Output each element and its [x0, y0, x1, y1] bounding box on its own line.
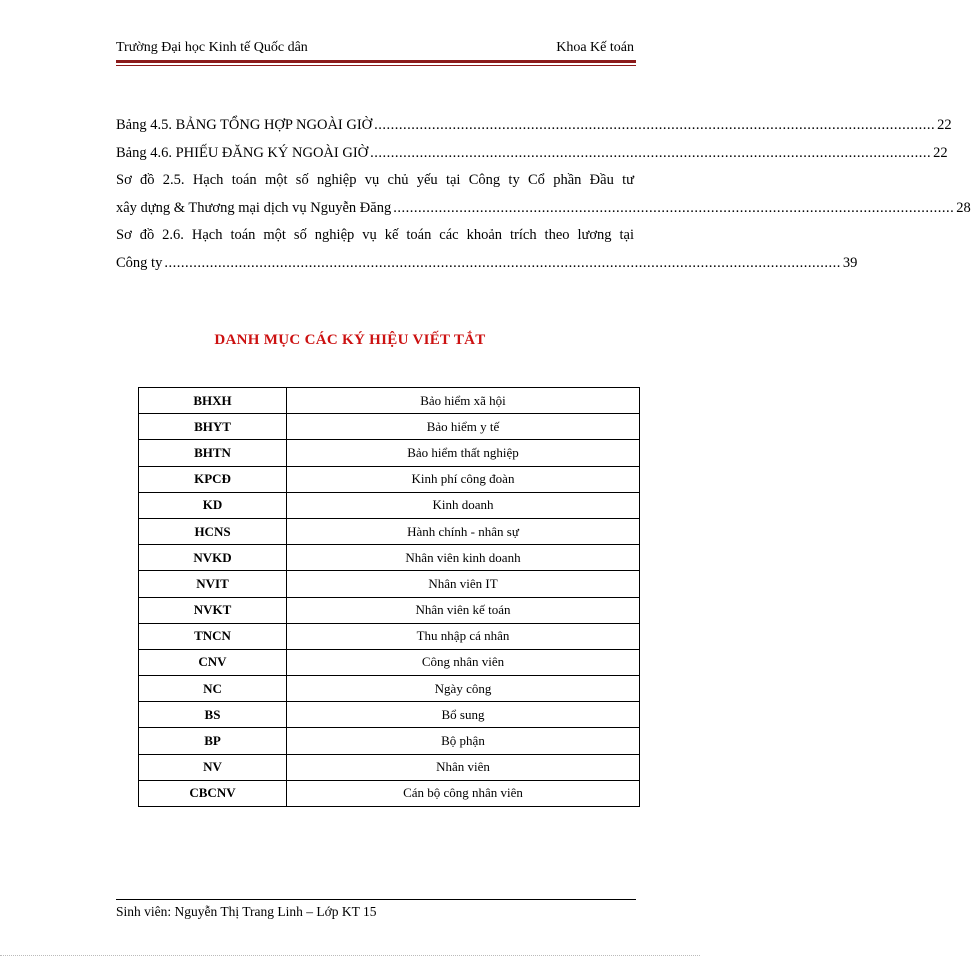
- abbr-code: CNV: [139, 649, 287, 675]
- table-row: [139, 597, 640, 623]
- toc-page-number: 22: [933, 144, 948, 161]
- table-row: [139, 388, 640, 414]
- abbr-meaning: Nhân viên kinh doanh: [287, 545, 640, 571]
- header-faculty: Khoa Kế toán: [556, 40, 634, 55]
- toc-label: Bảng 4.6. PHIẾU ĐĂNG KÝ NGOÀI GIỜ: [116, 144, 369, 161]
- abbr-meaning: Nhân viên: [287, 754, 640, 780]
- abbr-code: TNCN: [139, 623, 287, 649]
- abbr-meaning: Nhân viên kế toán: [287, 597, 640, 623]
- abbr-code: NC: [139, 676, 287, 702]
- toc-label-line1: Sơ đồ 2.6. Hạch toán một số nghiệp vụ kế toán các khoản trích theo lương tại: [116, 227, 634, 243]
- toc-leader: ........................................................................................................................................: [374, 117, 936, 133]
- header-rule-thick: [116, 60, 636, 63]
- abbr-meaning: Thu nhập cá nhân: [287, 623, 640, 649]
- abbr-code: BP: [139, 728, 287, 754]
- abbr-meaning: Bộ phận: [287, 728, 640, 754]
- abbr-code: CBCNV: [139, 780, 287, 806]
- table-row: [139, 702, 640, 728]
- section-title: DANH MỤC CÁC KÝ HIỆU VIẾT TẮT: [214, 332, 486, 348]
- table-row: [139, 754, 640, 780]
- abbr-code: HCNS: [139, 518, 287, 544]
- abbr-code: KD: [139, 492, 287, 518]
- table-row: [139, 414, 640, 440]
- table-row: [139, 518, 640, 544]
- page-bottom-border: [0, 955, 700, 956]
- toc-entry: [116, 222, 858, 277]
- abbr-meaning: Kinh phí công đoàn: [287, 466, 640, 492]
- table-row: [139, 649, 640, 675]
- abbr-code: BHYT: [139, 414, 287, 440]
- abbr-code: KPCĐ: [139, 466, 287, 492]
- abbr-meaning: Bổ sung: [287, 702, 640, 728]
- table-row: [139, 492, 640, 518]
- abbr-code: NV: [139, 754, 287, 780]
- footer-rule: [116, 899, 636, 900]
- abbr-meaning: Hành chính - nhân sự: [287, 518, 640, 544]
- toc-entry: [116, 167, 971, 222]
- abbr-code: NVIT: [139, 571, 287, 597]
- table-row: [139, 623, 640, 649]
- table-row: [139, 571, 640, 597]
- abbr-code: BS: [139, 702, 287, 728]
- toc-label-line2: xây dựng & Thương mại dịch vụ Nguyễn Đăng: [116, 199, 392, 216]
- table-row: [139, 728, 640, 754]
- table-row: [139, 466, 640, 492]
- toc-leader: ........................................................................................................................................: [393, 199, 955, 216]
- toc-page-number: 28: [956, 199, 971, 216]
- abbr-meaning: Bảo hiểm xã hội: [287, 388, 640, 414]
- toc-label-line1: Sơ đồ 2.5. Hạch toán một số nghiệp vụ chủ yếu tại Công ty Cổ phần Đầu tư: [116, 172, 634, 188]
- toc-entry: [116, 112, 952, 140]
- header-rule-thin: [116, 65, 636, 66]
- abbr-meaning: Công nhân viên: [287, 649, 640, 675]
- abbr-meaning: Bảo hiểm y tế: [287, 414, 640, 440]
- toc-page-number: 39: [842, 254, 858, 271]
- abbreviation-table: [138, 387, 640, 807]
- abbr-meaning: Nhân viên IT: [287, 571, 640, 597]
- abbr-meaning: Kinh doanh: [287, 492, 640, 518]
- abbr-code: BHXH: [139, 388, 287, 414]
- header-university: Trường Đại học Kinh tế Quốc dân: [116, 40, 308, 55]
- toc-label: Bảng 4.5. BẢNG TỔNG HỢP NGOÀI GIỜ: [116, 117, 373, 133]
- abbr-meaning: Cán bộ công nhân viên: [287, 780, 640, 806]
- table-row: [139, 545, 640, 571]
- abbr-meaning: Bảo hiểm thất nghiệp: [287, 440, 640, 466]
- toc-page-number: 22: [937, 117, 952, 133]
- table-of-contents: [116, 112, 971, 277]
- abbr-code: BHTN: [139, 440, 287, 466]
- toc-entry: [116, 140, 948, 168]
- toc-leader: ........................................................................................................................................: [370, 144, 932, 161]
- abbr-code: NVKT: [139, 597, 287, 623]
- abbr-code: NVKD: [139, 545, 287, 571]
- page-header: [116, 40, 634, 62]
- footer-student: Sinh viên: Nguyễn Thị Trang Linh – Lớp KT 15: [116, 904, 377, 919]
- toc-label-line2: Công ty: [116, 254, 163, 271]
- abbr-meaning: Ngày công: [287, 676, 640, 702]
- table-row: [139, 676, 640, 702]
- toc-leader: ....................................................................................................................................................................: [164, 254, 841, 271]
- table-row: [139, 440, 640, 466]
- table-row: [139, 780, 640, 806]
